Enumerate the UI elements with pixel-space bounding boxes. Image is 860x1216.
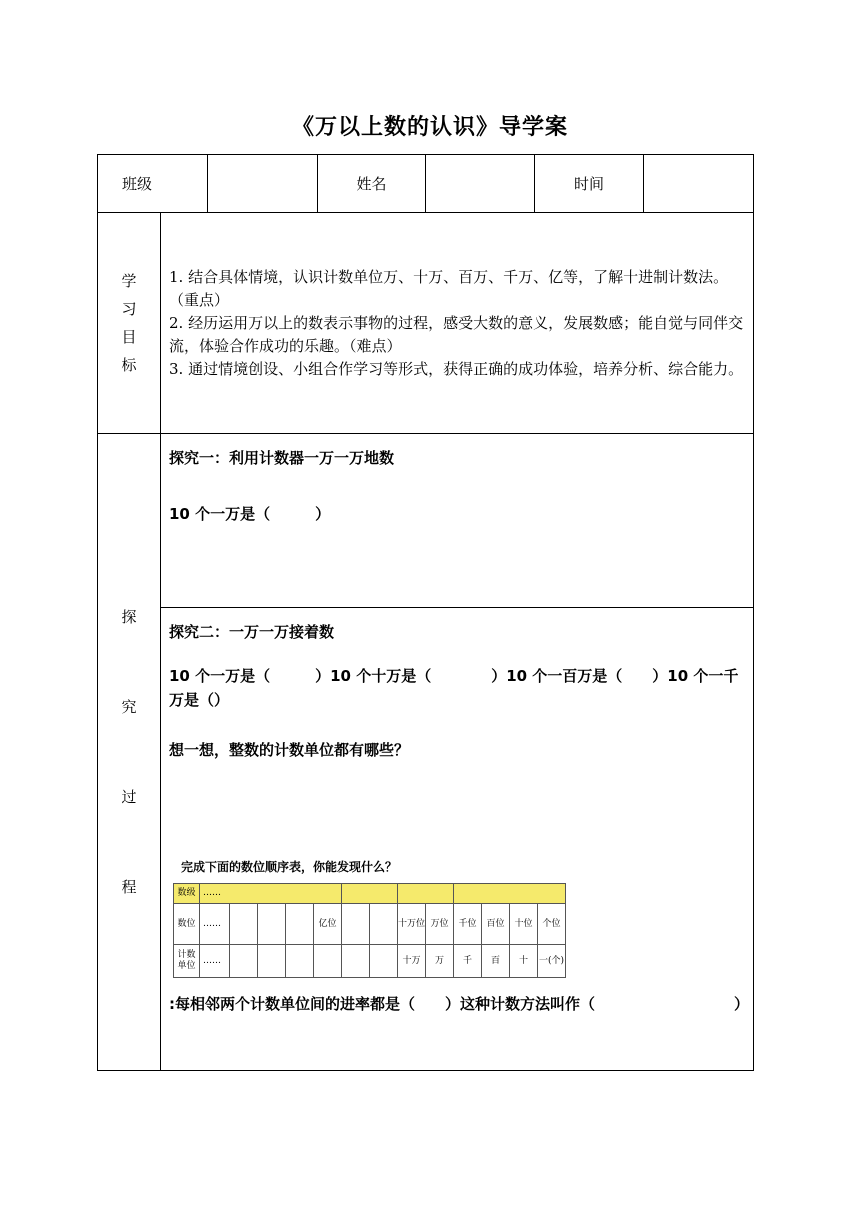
process-side-char: 究	[121, 698, 137, 716]
goal-item: 3. 通过情境创设、小组合作学习等形式，获得正确的成功体验，培养分析、综合能力。	[169, 359, 744, 378]
goals-side-label	[98, 213, 161, 434]
chart-blank-cell[interactable]	[286, 904, 314, 945]
goals-side-char: 标	[121, 356, 137, 374]
process-side-char: 程	[121, 878, 137, 896]
goals-content	[161, 213, 754, 434]
name-label: 姓名	[318, 155, 426, 213]
name-input-cell[interactable]	[426, 155, 535, 213]
chart-ellipsis: ……	[200, 884, 342, 904]
chart-unit-name: 千	[454, 945, 482, 978]
chart-blank-cell[interactable]	[370, 945, 398, 978]
explore1-heading: 探究一：利用计数器一万一万地数	[169, 449, 395, 467]
chart-blank-cell[interactable]	[342, 945, 370, 978]
chart-unit-name: 万	[426, 945, 454, 978]
chart-unit-name: 十	[510, 945, 538, 978]
time-label: 时间	[535, 155, 644, 213]
process-side-char: 探	[121, 608, 137, 626]
final-question[interactable]	[169, 992, 749, 1016]
chart-blank-cell[interactable]	[258, 945, 286, 978]
chart-row-label: 数级	[174, 884, 200, 904]
chart-place-name: 亿位	[314, 904, 342, 945]
chart-place-name: 千位	[454, 904, 482, 945]
chart-row-label: 数位	[174, 904, 200, 945]
final-question-text: :每相邻两个计数单位间的进率都是（ ）这种计数方法叫作（	[169, 995, 596, 1013]
explore2-section	[161, 608, 754, 1071]
process-side-label	[98, 434, 161, 1071]
explore2-heading: 探究二：一万一万接着数	[169, 623, 335, 641]
explore1-section	[161, 434, 754, 608]
chart-level-cell[interactable]	[398, 884, 454, 904]
place-value-chart	[173, 858, 573, 978]
chart-place-name: 十位	[510, 904, 538, 945]
chart-blank-cell[interactable]	[286, 945, 314, 978]
place-value-table	[173, 883, 566, 978]
chart-blank-cell[interactable]	[314, 945, 342, 978]
chart-level-cell[interactable]	[342, 884, 398, 904]
think-question: 想一想，整数的计数单位都有哪些？	[169, 741, 410, 759]
goals-side-char: 习	[121, 300, 137, 318]
process-side-char: 过	[121, 788, 137, 806]
goal-item: 1. 结合具体情境，认识计数单位万、十万、百万、千万、亿等，了解十进制计数法。（重点）	[169, 267, 729, 309]
chart-level-cell[interactable]	[454, 884, 566, 904]
chart-ellipsis: ……	[200, 945, 230, 978]
goals-side-char: 目	[121, 328, 137, 346]
page-title: 《万以上数的认识》导学案	[291, 115, 568, 140]
time-input-cell[interactable]	[644, 155, 754, 213]
chart-place-name: 个位	[538, 904, 566, 945]
chart-blank-cell[interactable]	[258, 904, 286, 945]
class-label: 班级	[98, 155, 208, 213]
chart-ellipsis: ……	[200, 904, 230, 945]
chart-blank-cell[interactable]	[342, 904, 370, 945]
chart-unit-name: 十万	[398, 945, 426, 978]
explore2-question[interactable]: 10 个一万是（ ）10 个十万是（ ）10 个一百万是（ ）10 个一千万是（）	[169, 667, 739, 709]
chart-place-name: 百位	[482, 904, 510, 945]
chart-row-label: 计数单位	[174, 945, 200, 978]
class-input-cell[interactable]	[208, 155, 318, 213]
goal-item: 2. 经历运用万以上的数表示事物的过程，感受大数的意义，发展数感；能自觉与同伴交流，体验合作成功的乐趣。（难点）	[169, 313, 744, 355]
chart-blank-cell[interactable]	[230, 904, 258, 945]
chart-place-name: 万位	[426, 904, 454, 945]
chart-caption: 完成下面的数位顺序表，你能发现什么？	[181, 860, 398, 874]
chart-blank-cell[interactable]	[230, 945, 258, 978]
explore1-question[interactable]: 10 个一万是（ ）	[169, 505, 331, 523]
chart-place-name: 十万位	[398, 904, 426, 945]
worksheet-table	[97, 154, 754, 1071]
goals-side-char: 学	[121, 272, 137, 290]
chart-blank-cell[interactable]	[370, 904, 398, 945]
chart-unit-name: 百	[482, 945, 510, 978]
chart-unit-name: 一(个)	[538, 945, 566, 978]
final-question-close: ）	[733, 995, 749, 1013]
